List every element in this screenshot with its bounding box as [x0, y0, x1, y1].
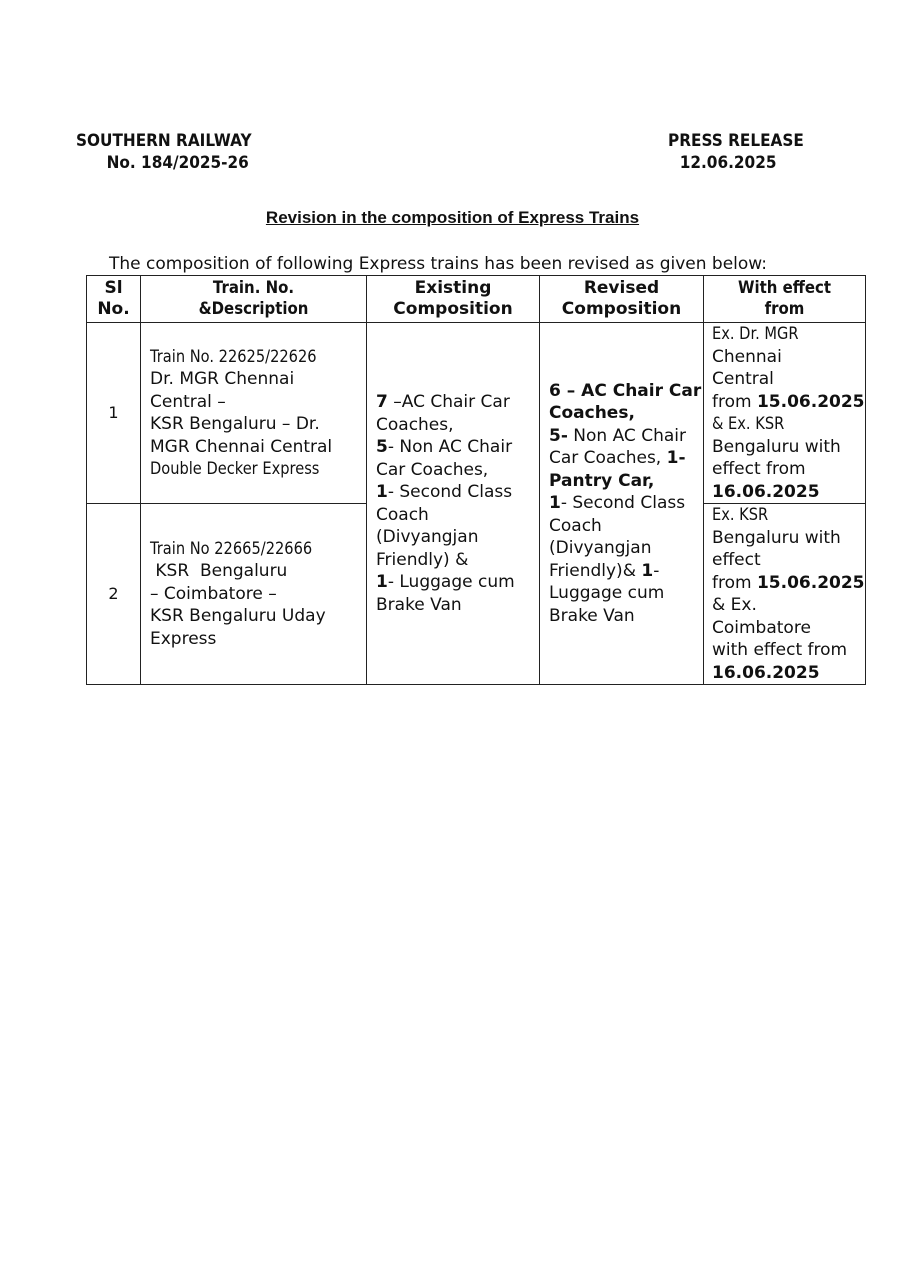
train-description: Train No 22665/22666 KSR Bengaluru – Coimbatore – KSR Bengaluru Uday Express: [141, 504, 367, 685]
release-date: 12.06.2025: [679, 153, 777, 173]
header-effect: With effect from: [704, 276, 866, 323]
org-name: SOUTHERN RAILWAY: [76, 131, 252, 151]
train-description: Train No. 22625/22626 Dr. MGR Chennai Central – KSR Bengaluru – Dr. MGR Chennai Central Double Decker Express: [141, 323, 367, 504]
header-sl: Sl No.: [87, 276, 141, 323]
header-revised: Revised Composition: [540, 276, 704, 323]
table-header-row: [87, 276, 866, 323]
composition-table: [86, 275, 866, 685]
header-right: [668, 130, 804, 174]
revised-composition: 6 – AC Chair Car Coaches, 5- Non AC Chair Car Coaches, 1- Pantry Car, 1- Second Class Coach (Divyangjan Friendly)& 1- Luggage cum Brake Van: [540, 323, 704, 685]
sl-number: 1: [87, 323, 141, 504]
sl-number: 2: [87, 504, 141, 685]
existing-composition: 7 –AC Chair Car Coaches, 5- Non AC Chair Car Coaches, 1- Second Class Coach (Divyangjan Friendly) & 1- Luggage cum Brake Van: [367, 323, 540, 685]
intro-text: The composition of following Express trains has been revised as given below:: [109, 254, 767, 274]
doc-type: PRESS RELEASE: [668, 131, 804, 151]
header-left: [76, 130, 252, 174]
header-existing: Existing Composition: [367, 276, 540, 323]
page-title: Revision in the composition of Express Trains: [265, 208, 640, 227]
table-row: [87, 323, 866, 504]
header-train: Train. No. &Description: [141, 276, 367, 323]
effective-date: Ex. Dr. MGR Chennai Central from 15.06.2025 & Ex. KSR Bengaluru with effect from 16.06.2025: [704, 323, 866, 504]
effective-date: Ex. KSR Bengaluru with effect from 15.06.2025 & Ex. Coimbatore with effect from 16.06.2025: [704, 504, 866, 685]
release-number: No. 184/2025-26: [106, 153, 249, 173]
